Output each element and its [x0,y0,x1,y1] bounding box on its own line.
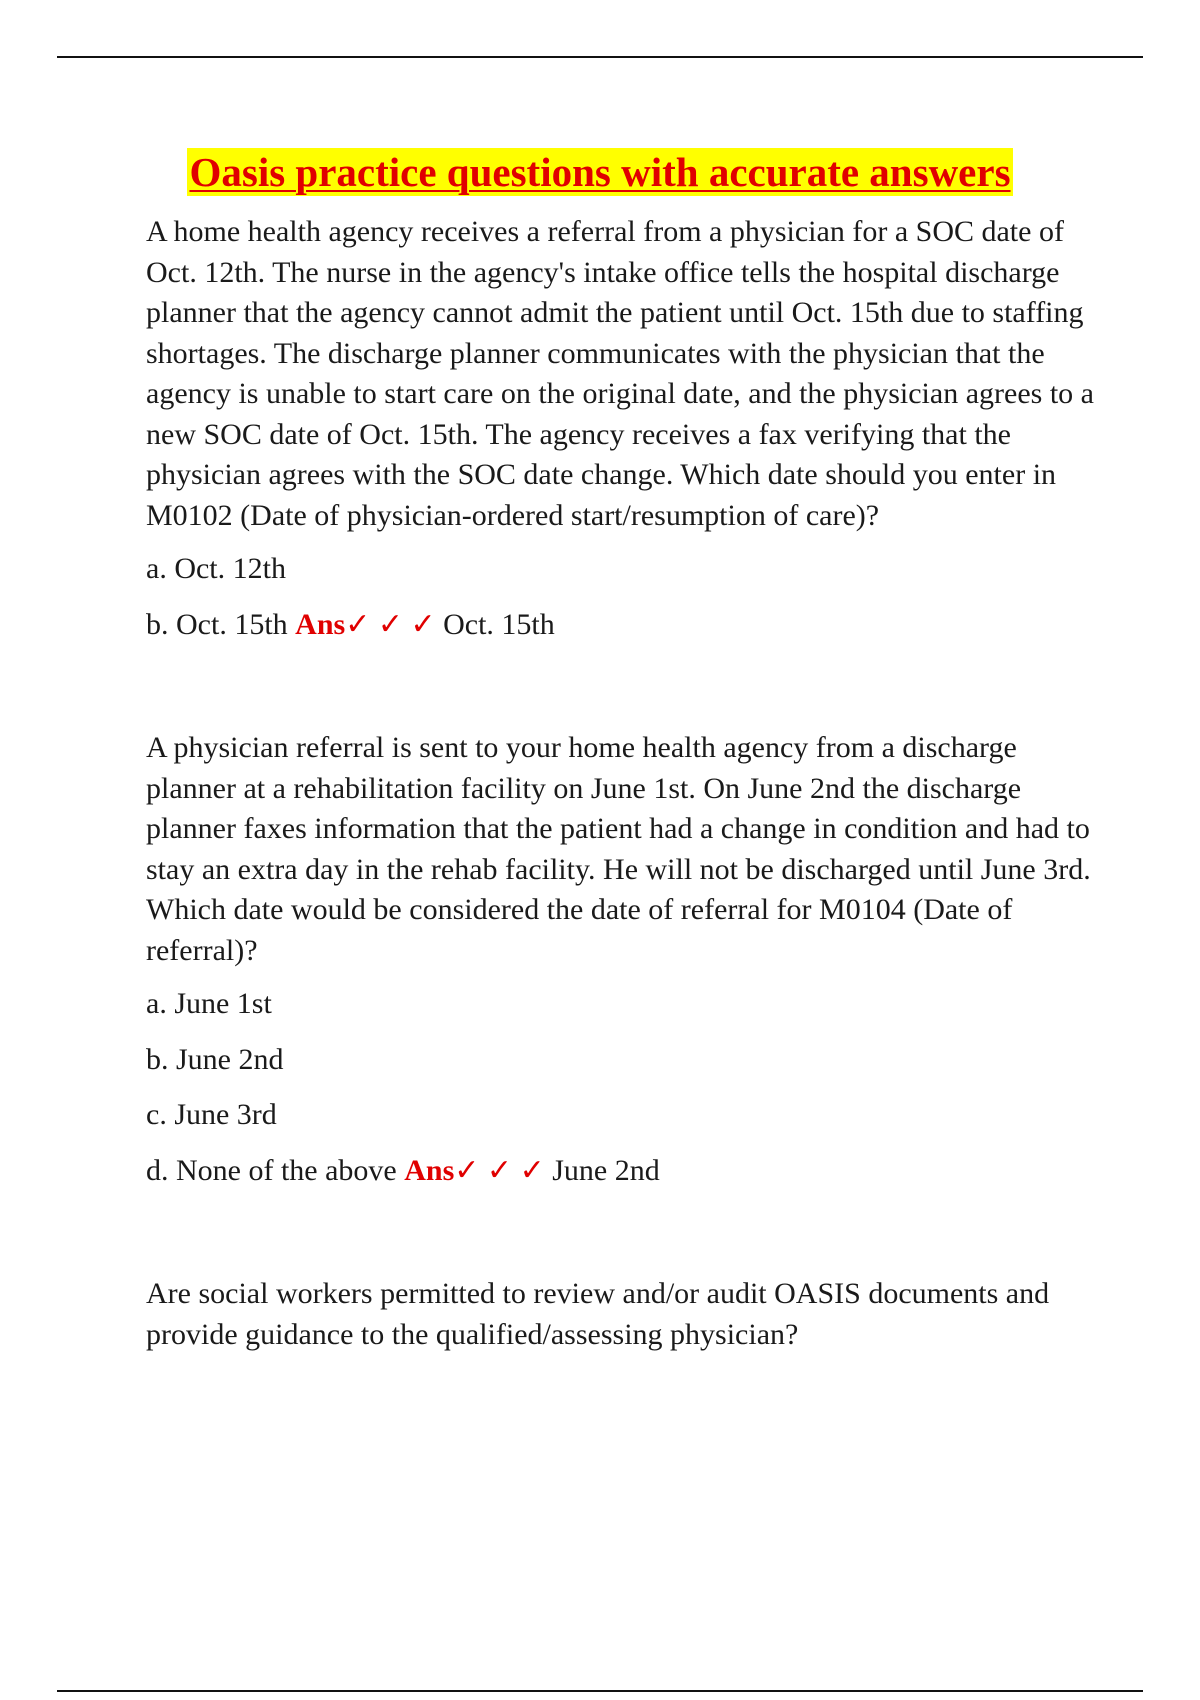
answer-label: Ans [404,1153,455,1187]
answer-text: Oct. 15th [443,607,555,641]
footer-rule [57,1690,1143,1692]
header-rule [57,56,1143,58]
option-b-with-answer [146,605,1096,646]
option-b: b. Oct. 15th [146,607,288,641]
option-b: b. June 2nd [146,1042,284,1076]
document-body [146,212,1096,1368]
question-block-3 [146,1274,1096,1355]
option-a: a. June 1st [146,987,272,1020]
question-text: Are social workers permitted to review and/or audit OASIS documents and provide guidance to the qualified/assessing physician? [146,1277,1050,1351]
answer-label: Ans [295,607,346,641]
option-d-with-answer [146,1151,1096,1192]
page-title: Oasis practice questions with accurate answers [189,149,1011,195]
check-icon: ✓ ✓ ✓ [345,607,436,641]
title-container [0,148,1200,196]
question-text: A physician referral is sent to your home health agency from a discharge planner at a rehabilitation facility on June 1st. On June 2nd the discharge planner faxes information that the patient had a change in condition and had to stay an extra day in the rehab facility. He will not be discharged until June 3rd. Which date would be considered the date of referral for M0104 (Date of referral)? [146,731,1091,967]
check-icon: ✓ ✓ ✓ [454,1153,545,1187]
question-block-2 [146,728,1096,1191]
question-block-1 [146,212,1096,645]
answer-text: June 2nd [552,1153,660,1187]
question-text: A home health agency receives a referral from a physician for a SOC date of Oct. 12th. The nurse in the agency's intake office tells the hospital discharge planner that the agency cannot admit the patient until Oct. 15th due to staffing shortages. The discharge planner communicates with the physician that the agency is unable to start care on the original date, and the physician agrees to a new SOC date of Oct. 15th. The agency receives a fax verifying that the physician agrees with the SOC date change. Which date should you enter in M0102 (Date of physician-ordered start/resumption of care)? [146,215,1094,532]
option-a: a. Oct. 12th [146,552,286,585]
option-d: d. None of the above [146,1153,397,1187]
option-c: c. June 3rd [146,1098,277,1131]
